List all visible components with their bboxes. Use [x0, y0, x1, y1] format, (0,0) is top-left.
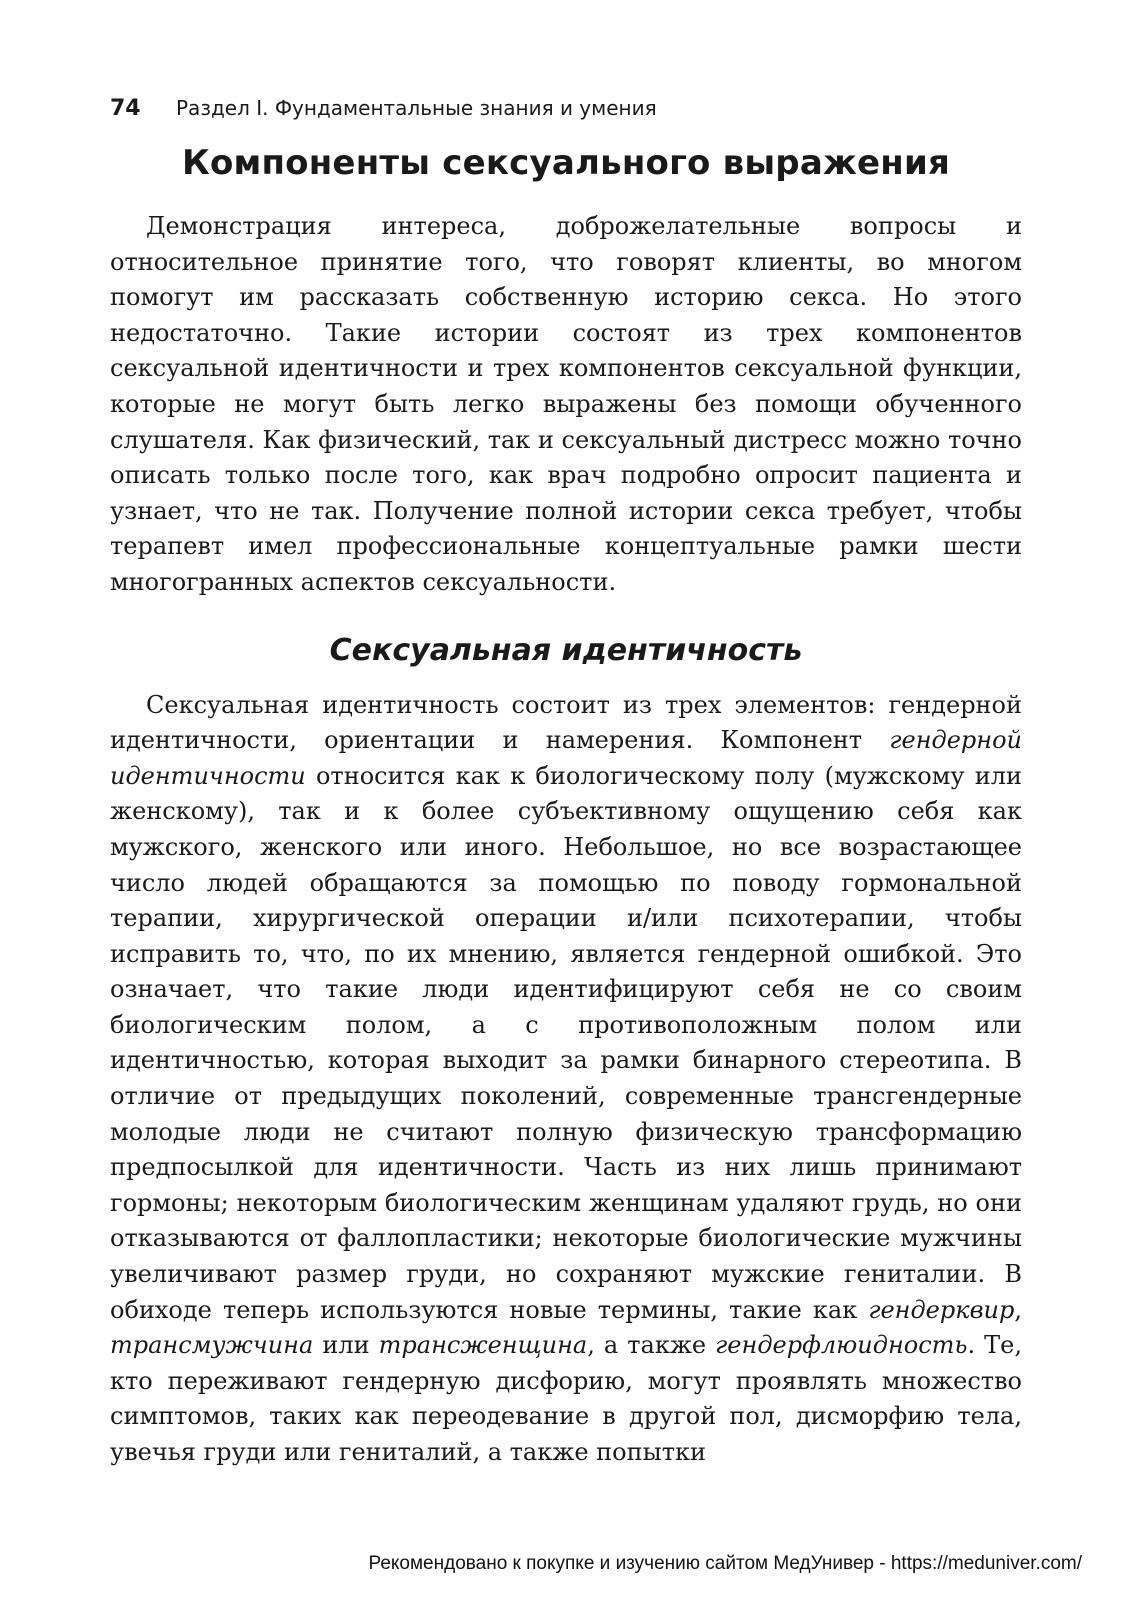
term-transman: трансмужчина — [110, 1331, 314, 1360]
separator: , а также — [587, 1331, 716, 1360]
paragraph-text: Сексуальная идентичность состоит из трех элементов: гендерной идентичности, ориентации и намерения. Компонент — [110, 690, 1022, 755]
page-number: 74 — [110, 96, 141, 121]
running-head — [110, 96, 1022, 121]
paragraph-intro: Демонстрация интереса, доброжелательные вопросы и относительное принятие того, что говорят клиенты, во многом помогут им рассказать собственную историю секса. Но этого недостаточно. Такие истории состоят из трех компонентов сексуальной идентичности и трех компонентов сексуальной функции, которые не могут быть легко выражены без помощи обученного слушателя. Как физический, так и сексуальный дистресс можно точно описать только после того, как врач подробно опросит пациента и узнает, что не так. Получение полной истории секса требует, чтобы терапевт имел профессиональные концептуальные рамки шести многогранных аспектов сексуальности. — [110, 212, 1022, 596]
term-genderfluidity: гендерфлюидность — [715, 1331, 968, 1360]
footer-watermark: Рекомендовано к покупке и изучению сайтом МедУнивер - https://meduniver.com/ — [368, 1553, 1082, 1574]
term-gender-identity: гендерной идентичности — [110, 726, 1022, 790]
running-head-section: Раздел I. Фундаментальные знания и умения — [176, 96, 657, 120]
separator: или — [313, 1331, 379, 1360]
paragraph-text: относится как к биологическому полу (мужскому или женскому), так и к более субъективному ощущению себя как мужского, женского или иного. Небольшое, но все возрастающее число людей обращаются за помощью по поводу гормональной терапии, хирургической операции и/или психотерапии, чтобы исправить то, что, по их мнению, является гендерной ошибкой. Это означает, что такие люди идентифицируют себя не со своим биологическим полом, а с противоположным полом или идентичностью, которая выходит за рамки бинарного стереотипа. В отличие от предыдущих поколений, современные трансгендерные молодые люди не считают полную физическую трансформацию предпосылкой для идентичности. Часть из них лишь принимают гормоны; некоторым биологическим женщинам удаляют грудь, но они отказываются от фаллопластики; некоторые биологические мужчины увеличивают размер груди, но сохраняют мужские гениталии. В обиходе теперь используются новые термины, такие как — [110, 761, 1022, 1324]
paragraph-sexual-identity — [110, 688, 1022, 1471]
term-genderqueer: гендерквир — [868, 1295, 1015, 1324]
page-content — [110, 96, 1022, 1471]
chapter-title: Компоненты сексуального выражения — [181, 143, 951, 183]
subsection-title: Сексуальная идентичность — [329, 632, 803, 668]
term-transwoman: трансженщина — [378, 1331, 588, 1360]
separator: , — [1014, 1295, 1022, 1324]
paragraph-text: . Те, кто переживают гендерную дисфорию, могут проявлять множество симптомов, таких как переодевание в другой пол, дисморфию тела, увечья груди или гениталий, а также попытки — [110, 1331, 1022, 1466]
